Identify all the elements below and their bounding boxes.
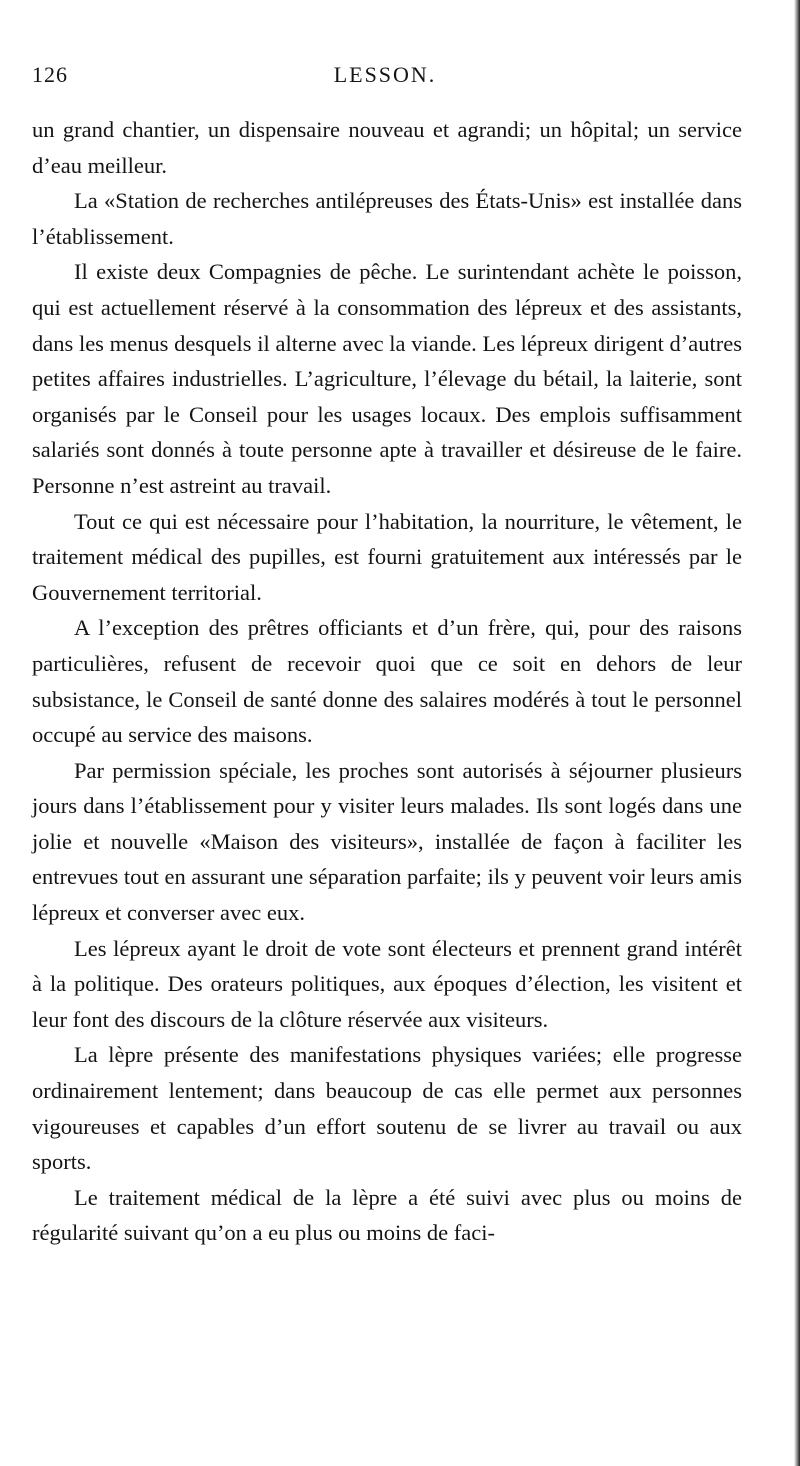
paragraph: Les lépreux ayant le droit de vote sont électeurs et prennent grand intérêt à la politique. Des orateurs politiques, aux époques d’élection, les visitent et leur font des discours de la clôture réservée aux visiteurs.	[32, 935, 742, 1032]
paragraph: Par permission spéciale, les proches sont autorisés à séjourner plusieurs jours dans l’établissement pour y visiter leurs malades. Ils sont logés dans une jolie et nouvelle «Maison des visiteurs», installée de façon à faciliter les entrevues tout en assurant une séparation parfaite; ils y peuvent voir leurs amis lépreux et converser avec eux.	[32, 757, 742, 926]
paragraph: Tout ce qui est nécessaire pour l’habitation, la nourriture, le vêtement, le traitement médical des pupilles, est fourni gratuitement aux intéressés par le Gouvernement territorial.	[32, 508, 742, 605]
paragraph-continued: un grand chantier, un dispensaire nouveau et agrandi; un hôpital; un service d’eau meilleur.	[32, 117, 742, 178]
running-title: LESSON.	[333, 62, 437, 87]
paragraph: La «Station de recherches antilépreuses des États-Unis» est installée dans l’établissement.	[32, 188, 742, 249]
page-number: 126	[32, 62, 68, 87]
paragraph: Le traitement médical de la lèpre a été suivi avec plus ou moins de régularité suivant qu’on a eu plus ou moins de faci-	[32, 1184, 742, 1246]
body-text	[32, 112, 742, 1251]
page-edge-shadow	[794, 0, 800, 1466]
paragraph: Il existe deux Compagnies de pêche. Le surintendant achète le poisson, qui est actuellement réservé à la consommation des lépreux et des assistants, dans les menus desquels il alterne avec la viande. Les lépreux dirigent d’autres petites affaires industrielles. L’agriculture, l’élevage du bétail, la laiterie, sont organisés par le Conseil pour les usages locaux. Des emplois suffisamment salariés sont donnés à toute personne apte à travailler et désireuse de le faire. Personne n’est astreint au travail.	[32, 259, 742, 498]
paragraph: La lèpre présente des manifestations physiques variées; elle progresse ordinairement lentement; dans beaucoup de cas elle permet aux personnes vigoureuses et capables d’un effort soutenu de se livrer au travail ou aux sports.	[32, 1042, 742, 1175]
paragraph: A l’exception des prêtres officiants et d’un frère, qui, pour des raisons particulières, refusent de recevoir quoi que ce soit en dehors de leur subsistance, le Conseil de santé donne des salaires modérés à tout le personnel occupé au service des maisons.	[32, 615, 742, 748]
